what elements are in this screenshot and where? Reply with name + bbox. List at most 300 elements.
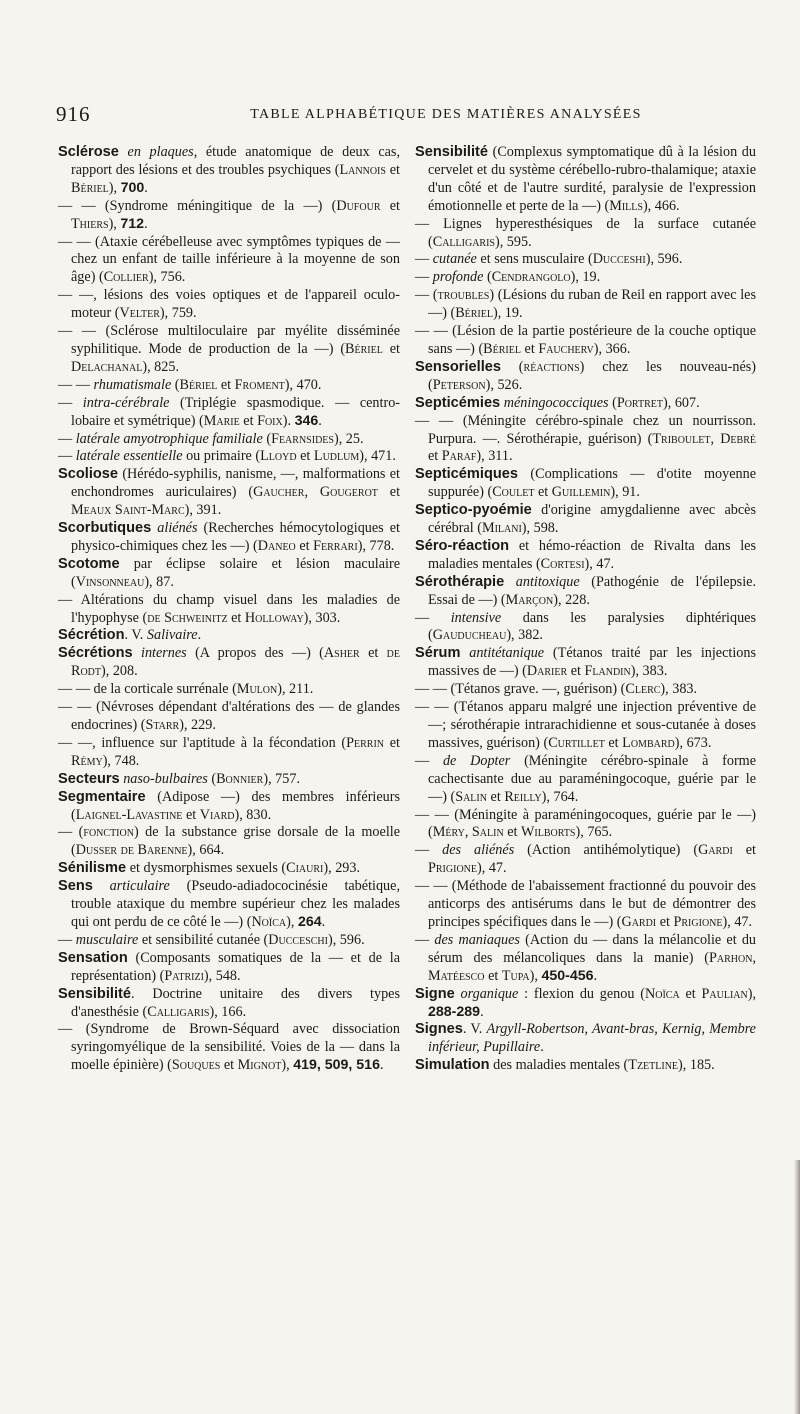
entry-text: (Adipose —) des membres inférieurs ( <box>71 788 400 823</box>
author-name: Salin <box>471 824 504 841</box>
entry-text: — <box>58 394 83 411</box>
entry-headword: Signes <box>415 1021 463 1038</box>
page-number: 916 <box>56 102 91 126</box>
index-entry <box>58 824 400 860</box>
author-name: Flandin <box>584 663 631 680</box>
index-entry <box>58 1021 400 1075</box>
author-name: Paulian <box>701 985 748 1002</box>
entry-text: , <box>752 949 756 966</box>
entry-headword: Segmentaire <box>58 788 146 805</box>
entry-text: — <box>415 609 451 626</box>
entry-text: et <box>382 340 400 357</box>
author-name: Foix <box>257 412 283 429</box>
author-name: Gougerot <box>319 484 378 501</box>
entry-text: ), 471. <box>359 448 396 465</box>
entry-text: ), 664. <box>187 842 225 859</box>
entry-text: ( <box>608 394 617 411</box>
entry-text: . <box>321 913 326 930</box>
author-name: Ferrari <box>313 537 358 554</box>
index-entry <box>58 681 400 699</box>
author-name: Clerc <box>625 681 661 698</box>
entry-text: — <box>415 269 433 286</box>
entry-headword: Secteurs <box>58 770 120 787</box>
index-entry <box>58 466 400 520</box>
entry-text: et <box>732 842 756 859</box>
author-name: réactions <box>523 358 580 375</box>
entry-text: ), <box>286 913 298 930</box>
author-name: Debré <box>720 430 756 447</box>
author-name: Cortesi <box>540 555 585 572</box>
author-name: Thiers <box>71 215 109 232</box>
index-entry <box>415 144 756 216</box>
entry-text: par éclipse solaire et lésion maculaire ( <box>71 555 400 590</box>
entry-text: ), 607. <box>663 394 700 411</box>
index-entry <box>58 878 400 932</box>
entry-text: — <box>415 752 443 769</box>
author-name: Lannois <box>339 161 386 178</box>
entry-headword: Sensibilité <box>58 985 131 1002</box>
author-name: Salin <box>455 788 487 805</box>
entry-text: et <box>679 985 702 1002</box>
author-name: Darier <box>526 663 568 680</box>
entry-text: ( <box>501 358 524 375</box>
author-name: Prigione <box>428 860 477 877</box>
author-name: Prigione <box>673 913 723 930</box>
entry-text: et <box>656 913 674 930</box>
entry-text: , <box>304 484 320 501</box>
author-name: Ducceschi <box>268 931 328 948</box>
entry-text: et <box>384 734 400 751</box>
entry-headword: Sécrétion <box>58 627 125 644</box>
entry-text: ), 366. <box>593 340 631 357</box>
index-entry <box>415 359 756 395</box>
entry-text: ) (Lésions du ruban de Reil en rapport avec les —) ( <box>428 287 756 322</box>
author-name: Peterson <box>432 376 486 393</box>
entry-headword: Sensibilité <box>415 144 488 160</box>
entry-text: ), 470. <box>284 376 322 393</box>
entry-text: (Action du — dans la mélancolie et du sérum des mélancoliques dans la manie) ( <box>428 931 757 966</box>
entry-text: ), 293. <box>323 860 361 877</box>
italic-term: Argyll-Robertson, Avant-bras, Kernig, Membre inférieur, Pupillaire <box>428 1021 756 1056</box>
author-name: Bériel <box>455 305 493 322</box>
author-name: Rémy <box>71 752 103 769</box>
author-name: Delachanal <box>71 358 143 375</box>
entry-text: ), 91. <box>610 484 640 501</box>
entry-text: — <box>58 448 76 465</box>
index-entry <box>415 287 756 323</box>
entry-text: ), 87. <box>144 573 174 590</box>
entry-text: ), 382. <box>506 627 543 644</box>
author-name: Bériel <box>179 376 218 393</box>
italic-term: méningococciques <box>503 394 609 411</box>
entry-text: ), 673. <box>674 734 712 751</box>
entry-text: . <box>480 1003 484 1020</box>
index-entry <box>58 144 400 198</box>
author-name: Lombard <box>622 734 675 751</box>
author-name: Starr <box>145 717 180 733</box>
author-name: Bonnier <box>216 770 264 787</box>
index-entry <box>58 520 400 556</box>
italic-term: naso-bulbaires <box>123 770 208 787</box>
index-entry <box>415 1021 756 1057</box>
entry-text <box>133 645 141 661</box>
author-name: Dusser de Barenne <box>75 842 188 859</box>
index-entry <box>58 950 400 986</box>
italic-term: musculaire <box>75 931 139 948</box>
entry-text: ), 765. <box>575 824 613 841</box>
entry-text: et <box>486 788 505 805</box>
entry-text: ), 596. <box>327 931 365 948</box>
italic-term: des maniaques <box>434 931 520 948</box>
index-entry <box>415 699 756 753</box>
index-entry <box>415 610 756 646</box>
index-entry <box>415 251 756 269</box>
italic-term: Salivaire <box>146 627 198 644</box>
index-column-right <box>415 144 756 1075</box>
author-name: Guillemin <box>551 484 611 501</box>
author-name: Vinsonneau <box>75 573 145 590</box>
entry-text: — — <box>58 376 94 393</box>
index-entry <box>58 986 400 1022</box>
entry-headword: Signe <box>415 985 455 1002</box>
bold-page-ref: 712 <box>120 215 145 232</box>
italic-term: internes <box>141 645 187 662</box>
author-name: Gauducheau <box>432 627 507 644</box>
index-entry <box>415 681 756 699</box>
author-name: fonction <box>83 824 134 841</box>
index-entry <box>58 448 400 466</box>
author-name: Bériel <box>71 179 109 196</box>
entry-text: et dysmorphismes sexuels ( <box>126 860 287 877</box>
author-name: Meaux Saint-Marc <box>71 502 185 519</box>
author-name: Milani <box>481 520 522 537</box>
index-entry <box>58 789 400 825</box>
entry-text: ). <box>282 412 295 429</box>
entry-text: (Action antihémolytique) ( <box>514 842 699 859</box>
entry-text: et <box>503 824 522 841</box>
entry-headword: Scoliose <box>58 466 119 483</box>
author-name: Reilly <box>504 788 542 805</box>
author-name: Mills <box>609 197 643 214</box>
entry-text: — — (Tétanos grave. —, guérison) ( <box>415 681 626 698</box>
index-entry <box>58 234 400 288</box>
entry-text: et <box>380 197 400 214</box>
entry-text: ), 825. <box>142 358 180 375</box>
entry-text: ), 19. <box>492 305 523 322</box>
entry-text: (Recherches hémocytologiques et physico-chimiques chez les —) ( <box>71 520 400 554</box>
entry-text: ), <box>747 985 757 1002</box>
italic-term: latérale amyotrophique familiale <box>75 430 263 447</box>
entry-text: ), 47. <box>722 913 753 930</box>
entry-headword: Sénilisme <box>58 860 127 877</box>
entry-text: ), 47. <box>477 860 507 877</box>
author-name: Patrizi <box>164 967 204 984</box>
entry-text: . <box>593 967 598 984</box>
entry-headword: Sérothérapie <box>415 573 505 590</box>
entry-text: et <box>227 609 245 626</box>
entry-text: et <box>239 412 258 429</box>
author-name: Froment <box>234 376 285 393</box>
entry-text: ), 830. <box>234 806 272 823</box>
entry-text: ), 757. <box>263 770 300 787</box>
author-name: Calligaris <box>147 1003 210 1020</box>
italic-term: des aliénés <box>442 842 515 859</box>
bold-page-ref: 419, 509, 516 <box>293 1057 380 1074</box>
index-entry <box>58 592 400 628</box>
author-name: Gaucher <box>253 484 305 501</box>
entry-text: et hémo-réaction de Rivalta dans les maladies mentales ( <box>428 537 756 572</box>
entry-text <box>504 574 516 590</box>
entry-text: . <box>144 179 148 196</box>
entry-text: ), 311. <box>476 448 513 465</box>
entry-text: ), 778. <box>357 537 395 554</box>
entry-text: ( <box>171 376 180 393</box>
index-entry <box>415 323 756 359</box>
entry-headword: Séro-réaction <box>415 537 510 554</box>
running-title: TABLE ALPHABÉTIQUE DES MATIÈRES ANALYSÉES <box>250 107 642 122</box>
entry-text: ), 759. <box>159 305 197 322</box>
author-name: Marie <box>203 412 240 429</box>
entry-text: ), 391. <box>184 502 222 519</box>
entry-headword: Scotome <box>58 555 120 572</box>
index-column-left <box>58 144 400 1075</box>
italic-term: organique <box>460 985 519 1002</box>
index-entry <box>415 413 756 467</box>
index-entry <box>58 627 400 645</box>
entry-text: ), 596. <box>645 251 683 268</box>
entry-headword: Sensation <box>58 949 128 966</box>
index-entry <box>415 216 756 252</box>
italic-term: cutanée <box>432 251 477 268</box>
index-entry <box>58 771 400 789</box>
italic-term: latérale essentielle <box>75 448 183 465</box>
entry-text: et sens musculaire ( <box>476 251 593 268</box>
index-entry <box>415 753 756 807</box>
index-entry <box>415 574 756 610</box>
entry-text: ou primaire ( <box>182 448 261 465</box>
entry-text: d'origine amygdalienne avec abcès cérébral ( <box>428 502 756 537</box>
entry-text: — — (Névroses dépendant d'altérations des — de glandes endocrines) ( <box>58 699 400 733</box>
entry-headword: Sensorielles <box>415 358 501 375</box>
italic-term: de Dopter <box>442 752 511 769</box>
entry-text <box>460 645 469 661</box>
bold-page-ref: 264 <box>297 913 322 930</box>
index-entry <box>415 395 756 413</box>
entry-text: — — (Méningite à paraméningocoques, guérie par le —) ( <box>415 806 756 841</box>
entry-text: — <box>58 931 76 948</box>
italic-term: profonde <box>432 269 484 286</box>
author-name: Triboulet <box>652 430 711 447</box>
entry-text: (Hérédo-syphilis, nanisme, —, malformations et enchondromes auriculaires) ( <box>71 466 400 501</box>
author-name: Coulet <box>492 484 535 501</box>
entry-headword: Sclérose <box>58 144 119 160</box>
entry-text: (Méningite cérébro-spinale à forme cachectisante due au paraméningocoque, guérie par le —) ( <box>428 752 757 805</box>
entry-text: (Tétanos traité par les injections massives de —) ( <box>428 645 756 680</box>
author-name: Noïca <box>644 985 680 1002</box>
author-name: Viard <box>199 806 235 823</box>
author-name: de Schweinitz <box>147 609 228 626</box>
entry-text: ( <box>207 770 217 787</box>
author-name: Portret <box>616 394 663 411</box>
entry-text: et <box>359 645 387 662</box>
bold-page-ref: 288-289 <box>428 1003 481 1020</box>
entry-text: : flexion du genou ( <box>518 985 645 1002</box>
author-name: Ludlum <box>313 448 360 465</box>
entry-text: et <box>520 340 539 357</box>
entry-text: et <box>567 663 585 680</box>
index-entry <box>415 842 756 878</box>
author-name: Matéesco <box>428 967 485 984</box>
index-entry <box>58 645 400 681</box>
entry-text: ), 595. <box>494 233 532 250</box>
index-entry <box>415 932 756 986</box>
entry-text: (Composants somatiques de la — et de la représentation) ( <box>71 949 400 984</box>
running-header <box>56 102 746 128</box>
entry-text: ), 748. <box>102 752 140 769</box>
author-name: Fearnsides <box>271 430 334 447</box>
entry-text: ( <box>483 269 492 286</box>
entry-text: — — (Lésion de la partie postérieure de la couche optique sans —) ( <box>415 323 756 357</box>
italic-term: antitétanique <box>469 645 545 662</box>
index-entry <box>58 323 400 377</box>
author-name: Tzetline <box>628 1057 679 1074</box>
entry-text: et <box>377 484 401 501</box>
index-entry <box>58 932 400 950</box>
entry-text: ), 303. <box>303 609 341 626</box>
entry-text: — <box>415 251 433 268</box>
author-name: Gardi <box>698 842 733 859</box>
index-entry <box>415 807 756 843</box>
entry-text: ), 185. <box>678 1057 715 1074</box>
entry-headword: Scorbutiques <box>58 520 152 537</box>
entry-text: — ( <box>415 287 438 304</box>
italic-term: intra-cérébrale <box>82 394 170 411</box>
entry-text: — <box>58 430 76 447</box>
entry-text: . <box>540 1039 544 1056</box>
index-entry <box>58 860 400 878</box>
entry-headword: Septico-pyoémie <box>415 502 532 519</box>
author-name: Noïca <box>251 913 287 930</box>
entry-text: , étude anatomique de deux cas, rapport des lésions et des troubles psychiques ( <box>71 144 400 178</box>
index-entry <box>58 377 400 395</box>
author-name: Perrin <box>346 734 385 751</box>
italic-term: en plaques <box>127 144 194 160</box>
entry-text <box>93 878 110 894</box>
entry-text: ), <box>529 967 542 984</box>
entry-text: — Altérations du champ visuel dans les maladies de l'hypophyse ( <box>58 591 400 626</box>
entry-text: et <box>220 1057 238 1074</box>
entry-text: — —, lésions des voies optiques et de l'appareil oculo-moteur ( <box>58 287 400 322</box>
entry-text: et <box>484 967 502 984</box>
entry-text: — — (Méthode de l'abaissement fractionné du pouvoir des anticorps des antisérums dans le but de démontrer des principes spécifiques dans le —) ( <box>415 878 756 930</box>
entry-text: — ( <box>58 824 84 841</box>
author-name: troubles <box>437 287 490 304</box>
entry-text: — — de la corticale surrénale ( <box>58 681 237 698</box>
entry-text: . V. <box>462 1021 487 1038</box>
entry-text: . <box>318 412 322 429</box>
author-name: Cendrangolo <box>491 269 571 286</box>
index-entry <box>415 466 756 502</box>
entry-text: ), 19. <box>570 269 601 286</box>
entry-text: et <box>534 484 552 501</box>
italic-term: rhumatismale <box>93 376 172 393</box>
author-name: Bériel <box>345 340 383 357</box>
entry-text: et sensibilité cutanée ( <box>138 931 269 948</box>
entry-text: ) de la substance grise dorsale de la moelle ( <box>71 824 400 859</box>
author-name: Paraf <box>441 448 477 465</box>
entry-text: et <box>182 806 200 823</box>
entry-text: ), 383. <box>630 663 668 680</box>
author-name: Wilborts <box>521 824 576 841</box>
entry-headword: Septicémiques <box>415 466 519 483</box>
entry-text: des maladies mentales ( <box>489 1057 629 1074</box>
index-entry <box>415 986 756 1022</box>
author-name: Dufour <box>336 197 381 214</box>
entry-text <box>119 144 128 160</box>
author-name: Curtillet <box>548 734 605 751</box>
author-name: Gardi <box>621 913 657 930</box>
entry-text: — — (Sclérose multiloculaire par myélite disséminée syphilitique. Mode de production de la —) ( <box>58 323 400 357</box>
entry-text: et <box>604 734 623 751</box>
author-name: Lloyd <box>260 448 297 465</box>
author-name: Holloway <box>244 609 304 626</box>
entry-text: ), 166. <box>209 1003 247 1020</box>
entry-headword: Simulation <box>415 1057 490 1074</box>
entry-headword: Sérum <box>415 645 461 662</box>
author-name: Marçon <box>505 591 554 608</box>
page-edge-shadow <box>794 1160 800 1414</box>
entry-headword: Sécrétions <box>58 645 133 662</box>
entry-text: — —, influence sur l'aptitude à la fécondation ( <box>58 734 347 751</box>
entry-text: ), 526. <box>485 376 523 393</box>
index-entry <box>58 735 400 771</box>
index-entry <box>415 269 756 287</box>
author-name: Mignot <box>237 1057 282 1074</box>
author-name: Faucherv <box>538 340 594 357</box>
entry-text: ), <box>281 1057 294 1074</box>
entry-headword: Septicémies <box>415 394 501 411</box>
author-name: Ducceshi <box>592 251 646 268</box>
entry-text: — — (Méningite cérébro-spinale chez un nourrisson. Purpura. —. Sérothérapie, guérison) ( <box>415 412 756 447</box>
author-name: Ciauri <box>286 860 324 877</box>
author-name: Souques <box>171 1057 221 1074</box>
index-entry <box>58 287 400 323</box>
entry-text: — <box>415 842 443 859</box>
entry-text: et <box>296 448 314 465</box>
author-name: Méry <box>432 824 465 841</box>
entry-text: . Doctrine unitaire des divers types d'anesthésie ( <box>71 985 400 1020</box>
index-entry <box>415 645 756 681</box>
author-name: de Rodt <box>71 645 401 680</box>
author-name: Asher <box>323 645 360 662</box>
entry-text: . <box>379 1057 384 1074</box>
entry-headword: Sens <box>58 878 93 895</box>
entry-text: . V. <box>124 627 147 644</box>
entry-text: ), <box>108 179 121 196</box>
entry-text: ), 228. <box>553 591 590 608</box>
author-name: Mulon <box>236 681 278 698</box>
entry-text: (Complexus symptomatique dû à la lésion du cervelet et du système cérébello-rubro-thalamique; ataxie d'un côté et de l'autre surdité, paralysie de l'expression émotionnelle et perte de la —) ( <box>428 144 756 214</box>
entry-text: , <box>464 824 472 841</box>
entry-text: — — (Ataxie cérébelleuse avec symptômes typiques de — chez un enfant de taille inférieure à la moyenne de son âge) ( <box>58 233 400 286</box>
index-entry <box>58 198 400 234</box>
entry-text: (Pseudo-adiadococinésie tabétique, trouble ataxique du membre supérieur chez les malades qui ont perdu de ce côté le —) ( <box>71 878 400 930</box>
italic-term: antitoxique <box>515 573 580 590</box>
author-name: Bériel <box>483 340 521 357</box>
entry-text: ), 25. <box>333 430 364 447</box>
entry-text: ), 466. <box>642 197 680 214</box>
entry-text: — Lignes hyperesthésiques de la surface cutanée ( <box>415 215 756 250</box>
